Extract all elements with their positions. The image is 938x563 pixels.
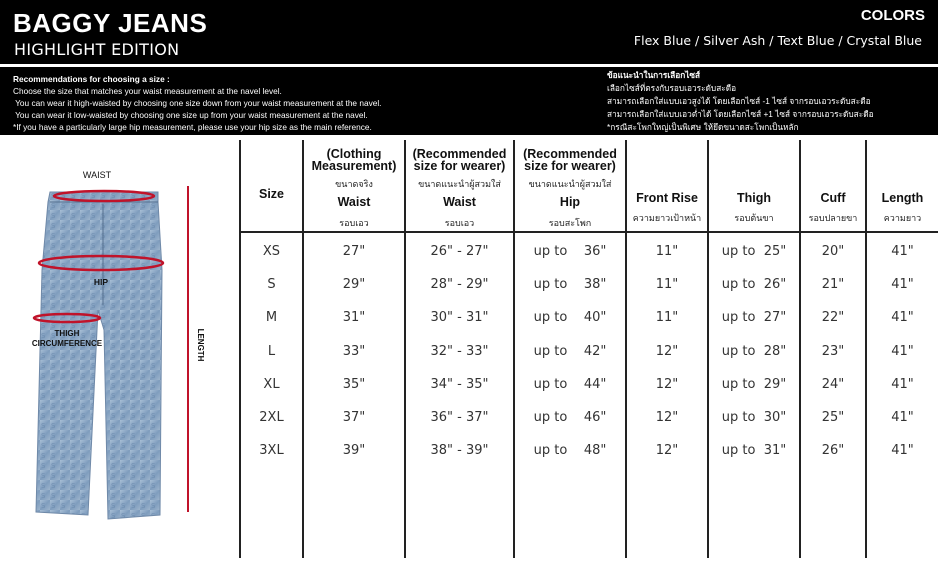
thigh-label-2: CIRCUMFERENCE <box>31 339 103 348</box>
cell-waist-measured: 33" <box>342 343 366 359</box>
recommendation-line-thai: เลือกไซส์ที่ตรงกับรอบเอวระดับสะดือ <box>607 83 737 93</box>
recommendation-line: You can wear it low-waisted by choosing one size up from your waist measurement at the navel. <box>13 110 368 120</box>
waist-label: WAIST <box>82 170 112 180</box>
jeans-image <box>36 192 162 519</box>
cell-front-rise: 11" <box>655 310 679 326</box>
cell-waist-measured: 31" <box>342 310 366 326</box>
cell-length: 41" <box>891 376 914 392</box>
cell-waist-recommended: 26" - 27" <box>430 244 489 259</box>
header-text: ขนาดแนะนำผู้สวมใส่ <box>528 179 612 189</box>
cell-thigh: up to 28" <box>721 343 787 359</box>
header-text: รอบสะโพก <box>548 218 592 228</box>
cell-cuff: 20" <box>821 244 845 259</box>
cell-cuff: 22" <box>821 310 845 326</box>
header-text: ขนาดแนะนำผู้สวมใส่ <box>418 179 501 189</box>
cell-thigh: up to 25" <box>721 244 787 259</box>
recommendation-line-thai: *กรณีสะโพกใหญ่เป็นพิเศษ ให้ยึดขนาดสะโพกเป็นหลัก <box>607 122 799 132</box>
header-text: (Recommended <box>523 147 617 161</box>
colors-list: Flex Blue / Silver Ash / Text Blue / Crystal Blue <box>633 33 922 48</box>
cell-cuff: 25" <box>821 410 845 425</box>
header-text: ความยาวเป้าหน้า <box>632 213 702 223</box>
recommendation-line: You can wear it high-waisted by choosing one size down from your waist measurement at the navel. <box>13 98 382 108</box>
recommendation-line: *If you have a particularly large hip measurement, please use your hip size as the main reference. <box>13 122 372 132</box>
cell-front-rise: 12" <box>655 410 679 425</box>
cell-hip: up to 40" <box>533 310 607 326</box>
cell-waist-measured: 35" <box>342 376 366 392</box>
recommendations-thai <box>607 69 874 134</box>
cell-cuff: 24" <box>821 376 845 392</box>
cell-hip: up to 42" <box>533 343 607 359</box>
cell-waist-measured: 39" <box>342 443 366 459</box>
length-label: LENGTH <box>196 328 205 362</box>
cell-length: 41" <box>891 310 914 326</box>
cell-front-rise: 12" <box>655 376 679 392</box>
cell-length: 41" <box>891 410 914 425</box>
cell-size: M <box>265 310 278 326</box>
header-text: Front Rise <box>636 191 698 205</box>
cell-cuff: 26" <box>821 443 845 459</box>
header-text: Size <box>258 187 284 201</box>
header-text: รอบเอว <box>444 218 475 228</box>
cell-length: 41" <box>891 343 914 359</box>
cell-front-rise: 12" <box>655 343 679 359</box>
cell-hip: up to 36" <box>533 244 607 259</box>
header-text: Length <box>881 191 924 205</box>
cell-waist-recommended: 30" - 31" <box>430 310 489 326</box>
column-header-front-rise <box>627 140 707 231</box>
header-text: ขนาดจริง <box>335 179 373 189</box>
cell-hip: up to 48" <box>533 443 607 459</box>
recommendation-line: Choose the size that matches your waist measurement at the navel level. <box>13 86 282 96</box>
header-text: Thigh <box>736 191 771 205</box>
header-divider <box>239 231 938 233</box>
cell-hip: up to 44" <box>533 376 607 392</box>
header-text: Hip <box>559 195 581 209</box>
cell-thigh: up to 29" <box>721 376 787 392</box>
cell-hip: up to 46" <box>533 410 607 425</box>
column-header-thigh <box>709 140 799 231</box>
cell-thigh: up to 30" <box>721 410 787 425</box>
product-subtitle: HIGHLIGHT EDITION <box>14 40 180 59</box>
cell-thigh: up to 26" <box>721 277 787 293</box>
header-text: (Recommended <box>412 147 507 161</box>
cell-front-rise: 11" <box>655 244 679 259</box>
size-table <box>239 140 938 558</box>
header-text: รอบเอว <box>339 218 369 228</box>
cell-waist-recommended: 28" - 29" <box>430 277 489 293</box>
cell-waist-recommended: 32" - 33" <box>430 343 489 359</box>
thigh-label: THIGH <box>54 329 80 338</box>
header-text: รอบปลายขา <box>808 213 858 223</box>
jeans-measurement-diagram <box>0 140 236 563</box>
colors-heading: COLORS <box>860 7 925 24</box>
cell-thigh: up to 27" <box>721 310 787 326</box>
recommendations-title-thai: ข้อแนะนำในการเลือกไซส์ <box>607 70 701 80</box>
cell-length: 41" <box>891 244 914 259</box>
cell-thigh: up to 31" <box>721 443 787 459</box>
header-text: รอบต้นขา <box>734 213 774 223</box>
cell-length: 41" <box>891 443 914 459</box>
product-title: BAGGY JEANS <box>13 8 208 38</box>
cell-size: 3XL <box>259 443 284 459</box>
column-header-waist-recommended <box>406 140 513 231</box>
column-header-hip <box>515 140 625 231</box>
column-header-waist-measured <box>304 140 404 231</box>
cell-waist-measured: 29" <box>342 277 366 293</box>
cell-waist-recommended: 34" - 35" <box>430 376 489 392</box>
title-bar <box>0 0 938 64</box>
header-text: size for wearer) <box>413 159 506 173</box>
cell-front-rise: 11" <box>655 277 679 293</box>
cell-hip: up to 38" <box>533 277 607 293</box>
header-text: Waist <box>443 195 476 209</box>
column-header-size <box>241 140 302 231</box>
cell-size: 2XL <box>259 410 284 425</box>
recommendations-english <box>13 73 382 133</box>
cell-front-rise: 12" <box>655 443 679 459</box>
cell-size: S <box>267 277 276 293</box>
column-header-length <box>867 140 938 231</box>
cell-cuff: 21" <box>821 277 845 293</box>
cell-size: XL <box>263 376 280 392</box>
cell-waist-measured: 27" <box>342 244 366 259</box>
header-text: size for wearer) <box>524 159 616 173</box>
cell-cuff: 23" <box>821 343 845 359</box>
recommendations-title: Recommendations for choosing a size : <box>13 74 170 84</box>
cell-waist-recommended: 36" - 37" <box>430 410 489 425</box>
cell-length: 41" <box>891 277 914 293</box>
column-header-cuff <box>801 140 865 231</box>
header-text: Waist <box>337 195 371 209</box>
cell-size: XS <box>262 244 281 259</box>
cell-size: L <box>267 343 276 359</box>
header-text: Measurement) <box>311 159 397 173</box>
cell-waist-recommended: 38" - 39" <box>430 443 489 459</box>
cell-waist-measured: 37" <box>342 410 366 425</box>
hip-label: HIP <box>93 277 109 287</box>
recommendation-line-thai: สามารถเลือกใส่แบบเอวสูงได้ โดยเลือกไซส์ -1 ไซส์ จากรอบเอวระดับสะดือ <box>607 96 871 106</box>
header-text: (Clothing <box>326 147 382 161</box>
recommendations-panel <box>0 67 938 135</box>
header-text: ความยาว <box>883 213 922 223</box>
header-text: Cuff <box>820 191 846 205</box>
recommendation-line-thai: สามารถเลือกใส่แบบเอวต่ำได้ โดยเลือกไซส์ +1 ไซส์ จากรอบเอวระดับสะดือ <box>607 109 874 119</box>
